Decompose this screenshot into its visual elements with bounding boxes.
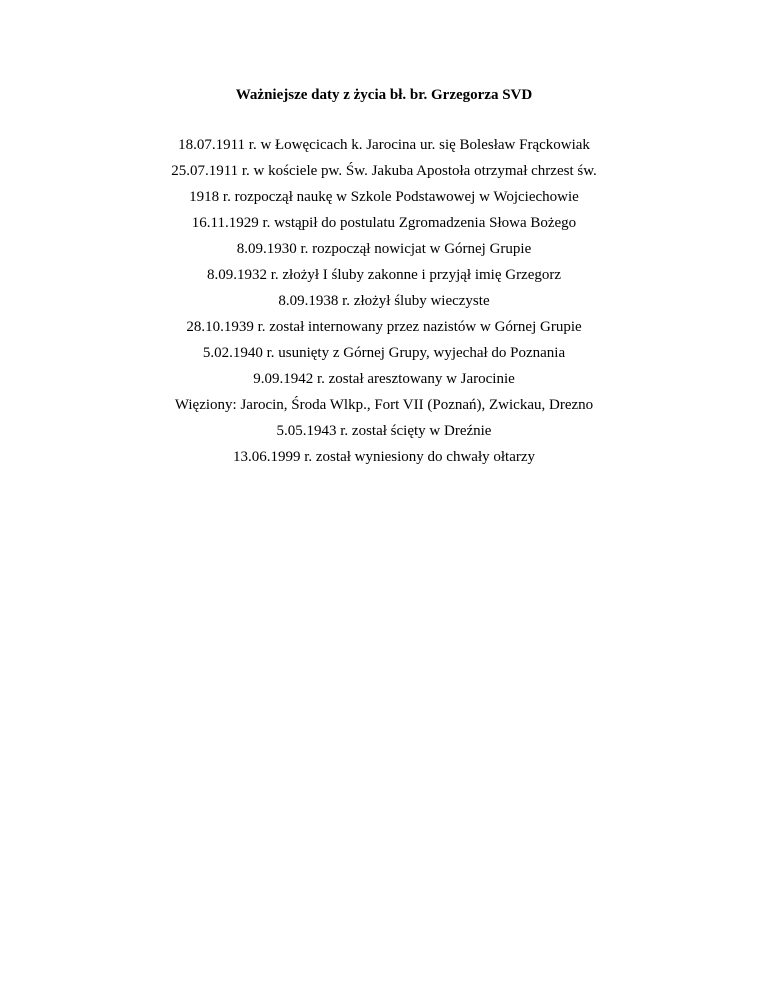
timeline-entry: 13.06.1999 r. został wyniesiony do chwały ołtarzy: [232, 449, 536, 465]
timeline-entry: 8.09.1930 r. rozpoczął nowicjat w Górnej Grupie: [236, 241, 532, 257]
timeline-entry: 5.02.1940 r. usunięty z Górnej Grupy, wyjechał do Poznania: [202, 345, 566, 361]
timeline-entry: 9.09.1942 r. został aresztowany w Jarocinie: [253, 371, 515, 387]
timeline-entry: 25.07.1911 r. w kościele pw. Św. Jakuba Apostoła otrzymał chrzest św.: [171, 163, 597, 179]
timeline-entry: 1918 r. rozpoczął naukę w Szkole Podstawowej w Wojciechowie: [189, 189, 579, 205]
timeline-entry: 18.07.1911 r. w Łowęcicach k. Jarocina ur. się Bolesław Frąckowiak: [178, 137, 590, 153]
timeline-entry: 5.05.1943 r. został ścięty w Dreźnie: [276, 423, 492, 439]
timeline-list: [0, 135, 768, 473]
timeline-entry: 8.09.1938 r. złożył śluby wieczyste: [278, 293, 490, 309]
timeline-entry: 8.09.1932 r. złożył I śluby zakonne i przyjął imię Grzegorz: [206, 267, 562, 283]
timeline-entry: 28.10.1939 r. został internowany przez nazistów w Górnej Grupie: [186, 319, 582, 335]
timeline-entry: 16.11.1929 r. wstąpił do postulatu Zgromadzenia Słowa Bożego: [191, 215, 577, 231]
document-title: Ważniejsze daty z życia bł. br. Grzegorza SVD: [235, 87, 533, 103]
timeline-entry: Więziony: Jarocin, Środa Wlkp., Fort VII (Poznań), Zwickau, Drezno: [174, 397, 594, 413]
